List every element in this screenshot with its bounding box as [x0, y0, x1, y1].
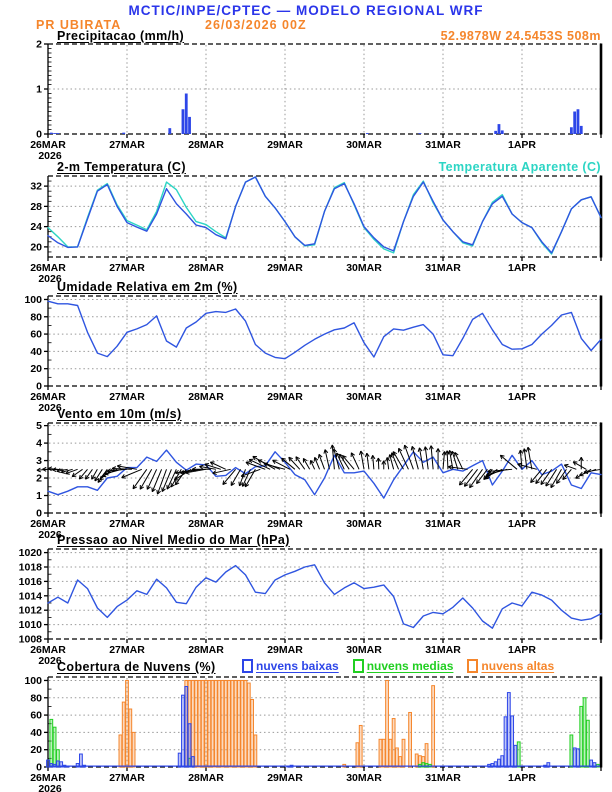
run-datetime: 26/03/2026 00Z — [205, 18, 307, 32]
panel-title-precipitacao: Precipitacao (mm/h) — [57, 29, 185, 43]
location-coords: 52.9878W 24.5453S 508m — [440, 29, 601, 43]
svg-text:27MAR: 27MAR — [109, 518, 145, 530]
svg-text:40: 40 — [30, 726, 42, 739]
nuvens-altas-swatch-icon — [467, 659, 478, 673]
legend-label-nuvens-altas: nuvens altas — [481, 659, 555, 673]
nuvens-medias-swatch-icon — [353, 659, 364, 673]
svg-text:1014: 1014 — [18, 590, 42, 603]
svg-text:2026: 2026 — [38, 402, 62, 414]
svg-text:27MAR: 27MAR — [109, 391, 145, 403]
panel-title-temperatura: 2-m Temperatura (C) — [57, 160, 186, 174]
svg-text:28MAR: 28MAR — [188, 262, 224, 274]
svg-text:29MAR: 29MAR — [267, 262, 303, 274]
panel-title-nuvens: Cobertura de Nuvens (%) — [57, 660, 216, 674]
svg-text:31MAR: 31MAR — [425, 262, 461, 274]
svg-text:31MAR: 31MAR — [425, 518, 461, 530]
svg-text:27MAR: 27MAR — [109, 644, 145, 656]
svg-text:1: 1 — [36, 83, 42, 96]
svg-text:30MAR: 30MAR — [346, 772, 382, 784]
svg-text:3: 3 — [36, 455, 42, 468]
svg-text:40: 40 — [30, 345, 42, 358]
svg-text:1APR: 1APR — [507, 391, 537, 403]
svg-text:100: 100 — [24, 293, 42, 306]
svg-text:0: 0 — [36, 380, 42, 393]
svg-text:30MAR: 30MAR — [346, 139, 382, 151]
panel-title-pressao: Pressao ao Nivel Medio do Mar (hPa) — [57, 533, 290, 547]
svg-text:0: 0 — [36, 128, 42, 141]
svg-text:24: 24 — [30, 221, 42, 234]
station-name: PR UBIRATA — [36, 18, 122, 32]
panel-title-umidade: Umidade Relativa em 2m (%) — [57, 280, 238, 294]
svg-text:28MAR: 28MAR — [188, 518, 224, 530]
svg-text:1APR: 1APR — [507, 772, 537, 784]
svg-text:28: 28 — [30, 200, 42, 213]
svg-text:30MAR: 30MAR — [346, 262, 382, 274]
svg-text:60: 60 — [30, 328, 42, 341]
svg-text:2026: 2026 — [38, 273, 62, 285]
svg-text:26MAR: 26MAR — [30, 139, 66, 151]
svg-text:1020: 1020 — [18, 547, 42, 560]
svg-text:28MAR: 28MAR — [188, 644, 224, 656]
legend-item-nuvens-altas — [467, 659, 554, 673]
svg-text:5: 5 — [36, 420, 42, 433]
svg-text:60: 60 — [30, 709, 42, 722]
svg-text:31MAR: 31MAR — [425, 139, 461, 151]
legend-label-nuvens-medias: nuvens medias — [366, 659, 454, 673]
svg-text:26MAR: 26MAR — [30, 391, 66, 403]
svg-text:26MAR: 26MAR — [30, 518, 66, 530]
svg-text:29MAR: 29MAR — [267, 644, 303, 656]
page-title: MCTIC/INPE/CPTEC — MODELO REGIONAL WRF — [128, 3, 484, 18]
svg-text:0: 0 — [36, 761, 42, 774]
svg-text:28MAR: 28MAR — [188, 772, 224, 784]
legend-item-nuvens-medias — [353, 659, 454, 673]
svg-text:20: 20 — [30, 241, 42, 254]
svg-text:29MAR: 29MAR — [267, 772, 303, 784]
svg-text:31MAR: 31MAR — [425, 772, 461, 784]
nuvens-baixas-swatch-icon — [242, 659, 253, 673]
svg-text:100: 100 — [24, 674, 42, 687]
panel-title-vento: Vento em 10m (m/s) — [57, 407, 182, 421]
svg-text:1APR: 1APR — [507, 518, 537, 530]
svg-text:2: 2 — [36, 472, 42, 485]
svg-text:80: 80 — [30, 311, 42, 324]
svg-text:2026: 2026 — [38, 529, 62, 541]
svg-text:2026: 2026 — [38, 150, 62, 162]
svg-text:20: 20 — [30, 363, 42, 376]
svg-text:26MAR: 26MAR — [30, 772, 66, 784]
svg-text:1APR: 1APR — [507, 262, 537, 274]
svg-text:2026: 2026 — [38, 783, 62, 792]
svg-text:26MAR: 26MAR — [30, 262, 66, 274]
svg-text:29MAR: 29MAR — [267, 139, 303, 151]
svg-text:27MAR: 27MAR — [109, 262, 145, 274]
svg-text:1016: 1016 — [18, 575, 42, 588]
svg-text:27MAR: 27MAR — [109, 139, 145, 151]
svg-text:30MAR: 30MAR — [346, 518, 382, 530]
svg-text:32: 32 — [30, 180, 42, 193]
svg-text:1010: 1010 — [18, 619, 42, 632]
svg-text:4: 4 — [36, 437, 42, 450]
cloud-legend — [242, 659, 554, 673]
svg-text:20: 20 — [30, 744, 42, 757]
legend-item-nuvens-baixas — [242, 659, 339, 673]
svg-text:1: 1 — [36, 490, 42, 503]
svg-text:80: 80 — [30, 692, 42, 705]
svg-text:2026: 2026 — [38, 655, 62, 667]
svg-text:1008: 1008 — [18, 633, 42, 646]
svg-text:1APR: 1APR — [507, 139, 537, 151]
svg-text:1APR: 1APR — [507, 644, 537, 656]
svg-text:1012: 1012 — [18, 604, 42, 617]
legend-label-nuvens-baixas: nuvens baixas — [256, 659, 339, 673]
svg-text:2: 2 — [36, 38, 42, 51]
svg-text:0: 0 — [36, 507, 42, 520]
svg-text:30MAR: 30MAR — [346, 644, 382, 656]
panel-subtitle-temperatura-aparente: Temperatura Aparente (C) — [438, 160, 601, 174]
svg-text:29MAR: 29MAR — [267, 391, 303, 403]
svg-text:31MAR: 31MAR — [425, 391, 461, 403]
svg-text:27MAR: 27MAR — [109, 772, 145, 784]
svg-text:1018: 1018 — [18, 561, 42, 574]
svg-text:28MAR: 28MAR — [188, 139, 224, 151]
svg-text:26MAR: 26MAR — [30, 644, 66, 656]
svg-text:29MAR: 29MAR — [267, 518, 303, 530]
svg-text:30MAR: 30MAR — [346, 391, 382, 403]
svg-text:28MAR: 28MAR — [188, 391, 224, 403]
svg-text:31MAR: 31MAR — [425, 644, 461, 656]
